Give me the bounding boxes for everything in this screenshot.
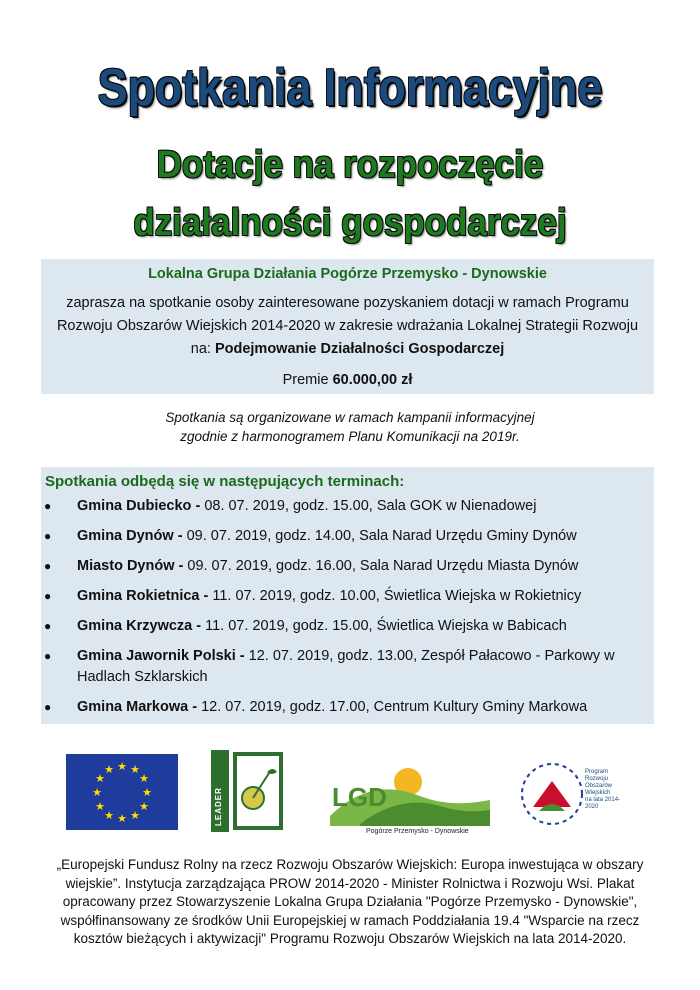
schedule-box: [41, 467, 654, 724]
leader-logo-icon: [211, 750, 285, 832]
schedule-details: 12. 07. 2019, godz. 13.00, Zespół Pałacowo - Parkowy w Hadlach Szklarskich: [77, 648, 615, 685]
invite-text: [41, 292, 654, 361]
svg-text:★: ★: [139, 801, 149, 813]
schedule-details: 09. 07. 2019, godz. 16.00, Sala Narad Urzędu Miasta Dynów: [187, 558, 579, 574]
schedule-details: 09. 07. 2019, godz. 14.00, Sala Narad Urzędu Gminy Dynów: [186, 528, 577, 544]
schedule-place: Miasto Dynów -: [77, 558, 188, 574]
schedule-item: [41, 646, 654, 688]
svg-text:★: ★: [130, 764, 140, 776]
svg-text:★: ★: [117, 813, 127, 825]
lgd-logo-icon: [330, 766, 490, 836]
bullet-icon: ●: [44, 499, 52, 513]
bullet-icon: ●: [44, 649, 52, 663]
campaign-note-line1: Spotkania są organizowane w ramach kampanii informacyjnej: [165, 410, 535, 425]
invite-body: zaprasza na spotkanie osoby zainteresowane pozyskaniem dotacji w ramach Programu Rozwoju Obszarów Wiejskich 2014-2020 w zakresie wdrażania Lokalnej Strategii Rozwoju na:: [56, 295, 639, 357]
svg-text:★: ★: [95, 801, 105, 813]
leader-logo-text: LEADER: [214, 787, 223, 826]
poster-title: Spotkania Informacyjne: [97, 59, 603, 117]
prow-text: [585, 769, 629, 811]
svg-text:★: ★: [130, 810, 140, 822]
schedule-details: 12. 07. 2019, godz. 17.00, Centrum Kultury Gminy Markowa: [201, 699, 588, 715]
schedule-place: Gmina Jawornik Polski -: [77, 648, 249, 664]
schedule-item: [41, 496, 654, 517]
eu-flag-icon: [66, 754, 178, 830]
prow-logo-icon: [519, 761, 629, 827]
svg-text:★: ★: [117, 761, 127, 773]
schedule-heading: Spotkania odbędą się w następujących terminach:: [45, 473, 405, 490]
schedule-place: Gmina Rokietnica -: [77, 588, 213, 604]
footer-text: „Europejski Fundusz Rolny na rzecz Rozwoju Obszarów Wiejskich: Europa inwestująca w obszary wiejskie”. Instytucja zarządzająca PROW 2014-2020 - Minister Rolnictwa i Rozwoju Wsi. Plakat opracowany przez Stowarzyszenie Lokalna Grupa Działania "Pogórze Przemysko - Dynowskie", współfinansowany ze środków Unii Europejskiej w ramach Poddziałania 19.4 "Wsparcie na rzecz kosztów bieżących i aktywizacji" Programu Rozwoju Obszarów Wiejskich na lata 2014-2020.: [56, 857, 644, 946]
schedule-details: 08. 07. 2019, godz. 15.00, Sala GOK w Nienadowej: [204, 498, 537, 514]
prow-line4: Wiejskich: [585, 790, 611, 796]
sponsor-logos: [0, 748, 700, 838]
svg-text:★: ★: [142, 787, 152, 799]
prow-line1: Program: [585, 769, 609, 775]
bullet-icon: ●: [44, 700, 52, 714]
eu-stars: [66, 754, 178, 830]
schedule-place: Gmina Markowa -: [77, 699, 202, 715]
prow-line2: Rozwoju: [585, 776, 609, 782]
schedule-place: Gmina Krzywcza -: [77, 618, 206, 634]
schedule-item: [41, 586, 654, 607]
schedule-item: [41, 556, 654, 577]
bullet-icon: ●: [44, 529, 52, 543]
svg-text:★: ★: [139, 773, 149, 785]
schedule-details: 11. 07. 2019, godz. 10.00, Świetlica Wiejska w Rokietnicy: [212, 588, 582, 604]
schedule-item: [41, 697, 654, 718]
prow-years: na lata 2014-2020: [585, 797, 621, 810]
poster-subtitle-line2: działalności gospodarczej: [133, 202, 567, 244]
bullet-icon: ●: [44, 619, 52, 633]
prow-line3: Obszarów: [585, 783, 613, 789]
schedule-place: Gmina Dubiecko -: [77, 498, 205, 514]
svg-text:LGD: LGD: [332, 782, 387, 812]
schedule-item: [41, 526, 654, 547]
schedule-place: Gmina Dynów -: [77, 528, 187, 544]
svg-text:★: ★: [92, 787, 102, 799]
svg-text:★: ★: [104, 810, 114, 822]
premium-amount: 60.000,00 zł: [332, 372, 413, 388]
premium-label: Premie: [282, 372, 329, 388]
schedule-list: [41, 496, 654, 718]
lgd-caption: Pogórze Przemysko - Dynowskie: [366, 828, 469, 835]
svg-text:★: ★: [104, 764, 114, 776]
bullet-icon: ●: [44, 559, 52, 573]
schedule-details: 11. 07. 2019, godz. 15.00, Świetlica Wiejska w Babicach: [205, 618, 567, 634]
premium-line: [41, 369, 654, 392]
svg-text:★: ★: [95, 773, 105, 785]
poster-subtitle-line1: Dotacje na rozpoczęcie: [156, 144, 544, 186]
bullet-icon: ●: [44, 589, 52, 603]
schedule-item: [41, 616, 654, 637]
campaign-note-line2: zgodnie z harmonogramem Planu Komunikacji na 2019r.: [180, 429, 520, 444]
invite-topic: Podejmowanie Działalności Gospodarczej: [214, 341, 505, 357]
info-box: [41, 259, 654, 394]
organization-name: Lokalna Grupa Działania Pogórze Przemysko - Dynowskie: [148, 266, 547, 282]
campaign-note: [0, 408, 700, 446]
